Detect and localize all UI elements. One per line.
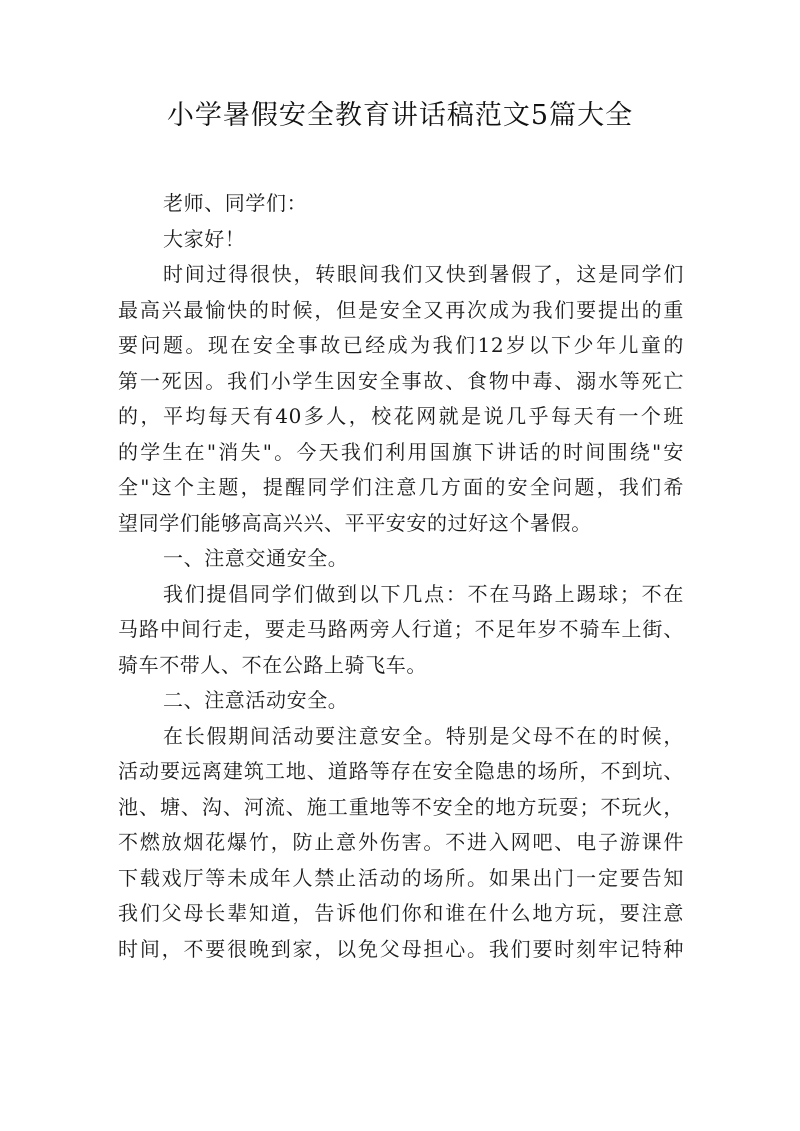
text-line: 第一死因。我们小学生因安全事故、食物中毒、溺水等死亡 — [118, 368, 684, 393]
text-line: 老师、同学们： — [163, 191, 308, 215]
text-line: 我们父母长辈知道，告诉他们你和谁在什么地方玩，要注意 — [118, 901, 684, 925]
text-line: 时间过得很快，转眼间我们又快到暑假了，这是同学们 — [163, 262, 684, 286]
text-line: 最高兴最愉快的时候，但是安全又再次成为我们要提出的重 — [118, 297, 684, 322]
text-line: 不燃放烟花爆竹，防止意外伤害。不进入网吧、电子游课件 — [118, 830, 684, 854]
text-line: 二、注意活动安全。 — [163, 688, 349, 712]
text-line: 池、塘、沟、河流、施工重地等不安全的地方玩耍；不玩火， — [118, 794, 684, 819]
text-line: 大家好！ — [163, 226, 246, 251]
text-line: 骑车不带人、不在公路上骑飞车。 — [118, 652, 427, 677]
text-line: 马路中间行走，要走马路两旁人行道；不足年岁不骑车上街、 — [118, 617, 684, 641]
text-line: 要问题。现在安全事故已经成为我们12岁以下少年儿童的 — [118, 333, 684, 357]
text-line: 望同学们能够高高兴兴、平平安安的过好这个暑假。 — [118, 510, 592, 535]
document-title: 小学暑假安全教育讲话稿范文5篇大全 — [166, 100, 634, 131]
text-line: 在长假期间活动要注意安全。特别是父母不在的时候， — [163, 723, 684, 748]
text-line: 的学生在"消失"。今天我们利用国旗下讲话的时间围绕"安 — [118, 439, 684, 464]
document-body — [118, 186, 684, 967]
text-line: 下载戏厅等未成年人禁止活动的场所。如果出门一定要告知 — [118, 865, 684, 890]
text-line: 时间，不要很晚到家，以免父母担心。我们要时刻牢记特种 — [118, 936, 684, 961]
text-line: 全"这个主题，提醒同学们注意几方面的安全问题，我们希 — [118, 475, 684, 499]
text-line: 我们提倡同学们做到以下几点：不在马路上踢球；不在 — [163, 581, 684, 606]
text-line: 一、注意交通安全。 — [163, 546, 349, 570]
text-line: 活动要远离建筑工地、道路等存在安全隐患的场所，不到坑、 — [118, 759, 684, 783]
text-line: 的，平均每天有40多人，校花网就是说几乎每天有一个班 — [118, 404, 684, 428]
